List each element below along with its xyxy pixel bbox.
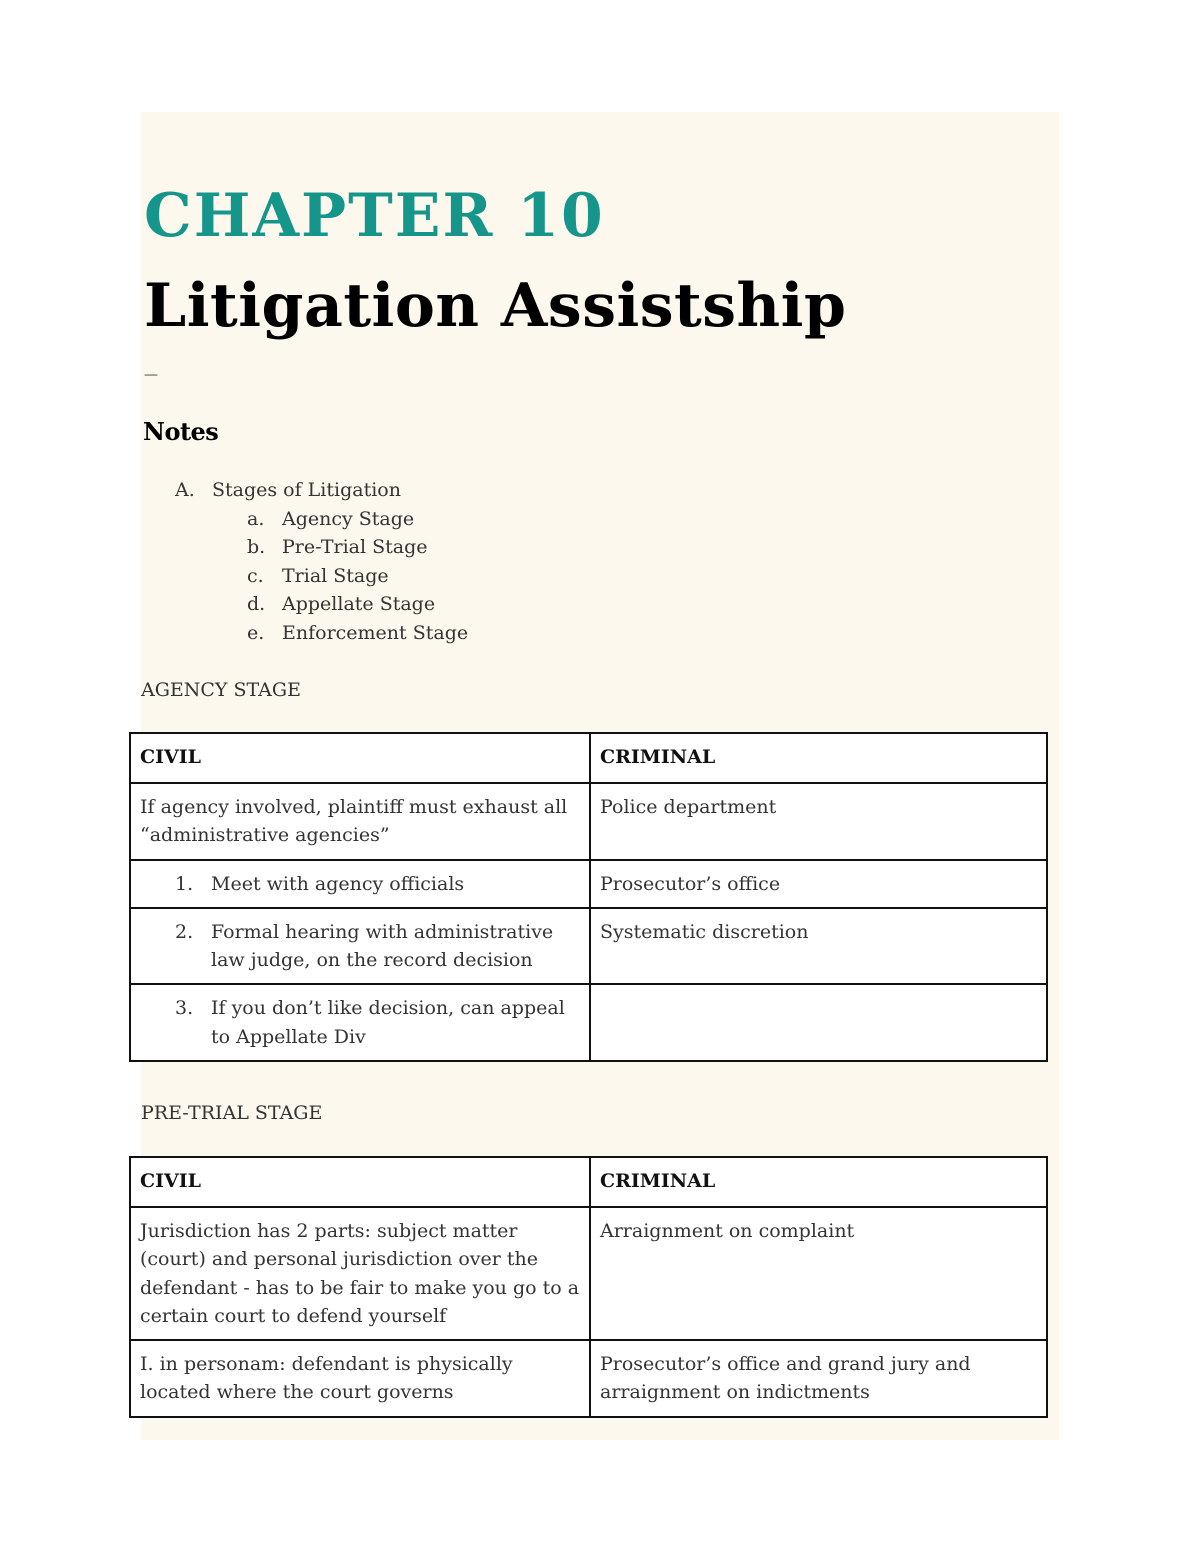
table-header-row xyxy=(130,733,1047,783)
list-item-label: Appellate Stage xyxy=(282,593,436,616)
agency-stage-table xyxy=(129,732,1048,1062)
list-item xyxy=(143,533,468,562)
civil-cell xyxy=(130,860,590,908)
civil-cell xyxy=(130,984,590,1061)
table-row xyxy=(130,860,1047,908)
list-item xyxy=(143,505,468,534)
chapter-number: CHAPTER 10 xyxy=(144,181,605,251)
criminal-header: CRIMINAL xyxy=(590,1157,1047,1207)
numbered-step xyxy=(140,994,580,1051)
list-marker: b. xyxy=(247,536,266,559)
agency-stage-label: AGENCY STAGE xyxy=(141,679,301,701)
step-number: 3. xyxy=(175,997,194,1020)
list-item xyxy=(143,619,468,648)
outline-marker: A. xyxy=(175,479,195,501)
table-row xyxy=(130,1207,1047,1340)
outline-item-stages xyxy=(143,476,468,505)
step-text: Formal hearing with administrative law judge, on the record decision xyxy=(211,920,554,972)
criminal-cell: Prosecutor’s office xyxy=(590,860,1047,908)
list-item-label: Agency Stage xyxy=(282,507,415,530)
pretrial-stage-label: PRE-TRIAL STAGE xyxy=(141,1102,323,1124)
table-row xyxy=(130,908,1047,985)
list-item-label: Trial Stage xyxy=(282,564,389,587)
list-marker: a. xyxy=(247,507,265,530)
list-marker: c. xyxy=(247,564,264,587)
list-item-label: Pre-Trial Stage xyxy=(282,536,428,559)
step-text: Meet with agency officials xyxy=(211,872,465,895)
list-marker: e. xyxy=(247,621,265,644)
list-item xyxy=(143,590,468,619)
table-row xyxy=(130,1340,1047,1417)
numbered-step xyxy=(140,870,580,898)
pretrial-stage-table xyxy=(129,1156,1048,1418)
list-item xyxy=(143,562,468,591)
step-number: 1. xyxy=(175,872,194,895)
table-header-row xyxy=(130,1157,1047,1207)
civil-header: CIVIL xyxy=(130,733,590,783)
outline-label: Stages of Litigation xyxy=(212,479,401,501)
civil-header: CIVIL xyxy=(130,1157,590,1207)
stages-sublist xyxy=(143,505,468,648)
step-text: If you don’t like decision, can appeal to Appellate Div xyxy=(211,997,565,1048)
stages-outline xyxy=(143,476,468,648)
title-divider: — xyxy=(144,367,158,383)
civil-cell: Jurisdiction has 2 parts: subject matter (court) and personal jurisdiction over the defendant - has to be fair to make you go to a certain court to defend yourself xyxy=(130,1207,590,1340)
criminal-cell xyxy=(590,984,1047,1061)
list-marker: d. xyxy=(247,593,266,616)
notes-heading: Notes xyxy=(143,417,219,446)
civil-cell: If agency involved, plaintiff must exhaust all “administrative agencies” xyxy=(130,783,590,860)
civil-cell: I. in personam: defendant is physically located where the court governs xyxy=(130,1340,590,1417)
criminal-cell: Prosecutor’s office and grand jury and arraignment on indictments xyxy=(590,1340,1047,1417)
table-row xyxy=(130,984,1047,1061)
civil-cell xyxy=(130,908,590,985)
criminal-header: CRIMINAL xyxy=(590,733,1047,783)
criminal-cell: Arraignment on complaint xyxy=(590,1207,1047,1340)
criminal-cell: Systematic discretion xyxy=(590,908,1047,985)
numbered-step xyxy=(140,918,580,975)
criminal-cell: Police department xyxy=(590,783,1047,860)
step-number: 2. xyxy=(175,920,194,943)
table-row xyxy=(130,783,1047,860)
list-item-label: Enforcement Stage xyxy=(282,621,469,644)
document-title: Litigation Assistship xyxy=(144,271,847,341)
